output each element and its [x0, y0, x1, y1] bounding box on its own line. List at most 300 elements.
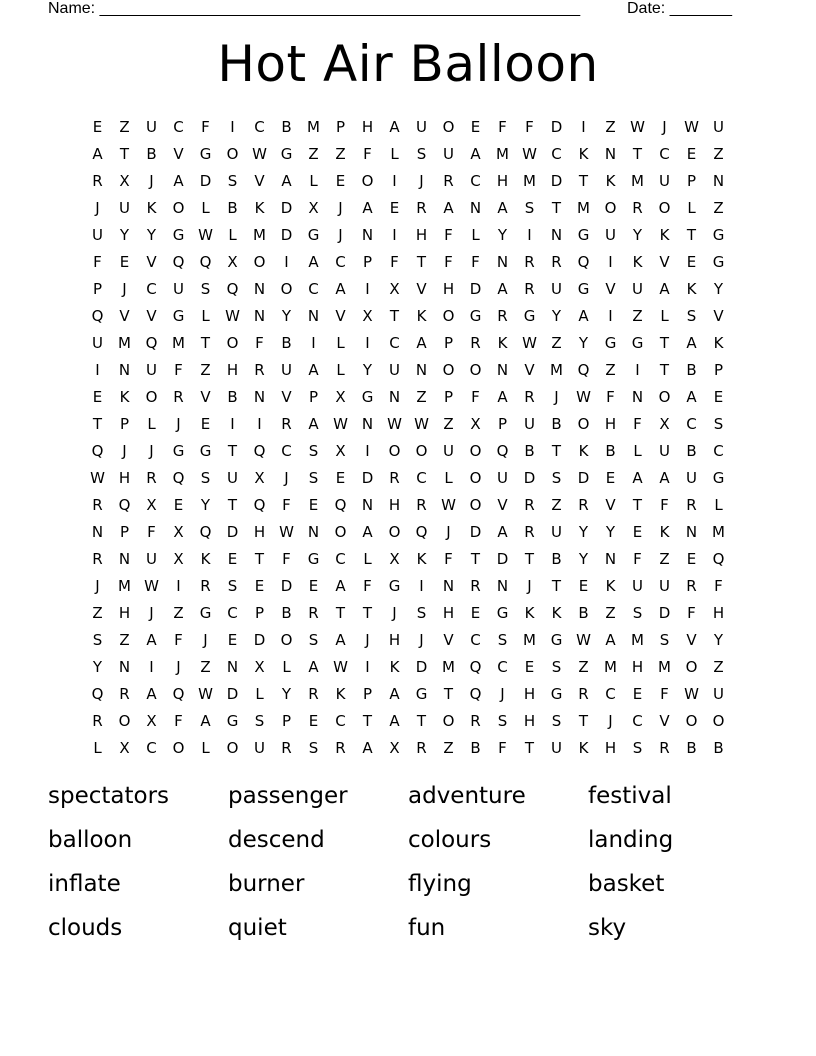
grid-letter: Q — [496, 441, 509, 460]
grid-letter: Q — [577, 360, 590, 379]
grid-letter: D — [469, 279, 482, 298]
grid-letter: E — [308, 711, 319, 730]
grid-letter: T — [389, 306, 400, 325]
grid-letter: B — [281, 603, 292, 622]
grid-letter: K — [659, 225, 670, 244]
grid-letter: B — [551, 414, 562, 433]
grid-letter: B — [281, 333, 292, 352]
grid-letter: W — [252, 144, 267, 163]
grid-letter: J — [149, 441, 154, 460]
grid-letter: H — [604, 414, 617, 433]
grid-letter: J — [203, 630, 208, 649]
grid-letter: T — [416, 252, 427, 271]
grid-letter: R — [146, 468, 157, 487]
grid-letter: L — [147, 414, 156, 433]
grid-letter: E — [92, 387, 103, 406]
grid-letter: G — [307, 225, 320, 244]
grid-letter: O — [334, 522, 347, 541]
grid-letter: K — [713, 333, 724, 352]
grid-letter: F — [174, 711, 183, 730]
grid-letter: A — [335, 576, 346, 595]
grid-letter: G — [496, 603, 509, 622]
grid-letter: X — [335, 387, 346, 406]
grid-letter: V — [605, 279, 616, 298]
grid-letter: Y — [713, 279, 724, 298]
grid-letter: F — [255, 333, 264, 352]
grid-letter: W — [225, 306, 240, 325]
grid-letter: F — [633, 414, 642, 433]
grid-letter: L — [93, 738, 102, 757]
word-list-item: fun — [408, 915, 446, 941]
grid-letter: V — [713, 306, 724, 325]
grid-letter: D — [550, 117, 563, 136]
grid-letter: K — [578, 144, 589, 163]
grid-letter: Z — [551, 495, 562, 514]
grid-letter: R — [470, 576, 481, 595]
grid-letter: S — [659, 630, 670, 649]
grid-letter: H — [118, 468, 131, 487]
grid-letter: V — [173, 144, 184, 163]
grid-letter: N — [496, 360, 509, 379]
grid-letter: U — [146, 360, 157, 379]
grid-letter: O — [280, 279, 293, 298]
grid-letter: O — [172, 738, 185, 757]
grid-letter: Z — [119, 117, 130, 136]
grid-letter: F — [714, 576, 723, 595]
grid-letter: G — [577, 279, 590, 298]
grid-letter: J — [662, 117, 667, 136]
grid-row — [84, 734, 734, 761]
grid-letter: C — [389, 333, 400, 352]
grid-letter: T — [416, 711, 427, 730]
grid-letter: X — [146, 495, 157, 514]
grid-letter: A — [92, 144, 103, 163]
grid-letter: F — [687, 603, 696, 622]
word-list-item: passenger — [228, 783, 348, 809]
grid-letter: G — [469, 306, 482, 325]
grid-letter: W — [144, 576, 159, 595]
grid-letter: E — [227, 549, 238, 568]
grid-letter: O — [469, 495, 482, 514]
grid-letter: O — [226, 738, 239, 757]
grid-letter: S — [308, 441, 319, 460]
grid-letter: L — [201, 198, 210, 217]
grid-letter: B — [605, 441, 616, 460]
grid-letter: R — [578, 684, 589, 703]
grid-letter: Z — [632, 306, 643, 325]
grid-letter: R — [92, 711, 103, 730]
grid-letter: N — [361, 225, 374, 244]
grid-letter: F — [471, 252, 480, 271]
grid-letter: B — [686, 441, 697, 460]
grid-letter: T — [551, 576, 562, 595]
grid-letter: L — [255, 684, 264, 703]
grid-letter: K — [578, 441, 589, 460]
grid-letter: Q — [469, 684, 482, 703]
grid-letter: W — [522, 144, 537, 163]
grid-letter: S — [227, 171, 238, 190]
grid-letter: J — [554, 387, 559, 406]
grid-letter: F — [174, 630, 183, 649]
grid-letter: V — [497, 495, 508, 514]
grid-letter: L — [336, 333, 345, 352]
grid-letter: M — [631, 630, 644, 649]
grid-letter: B — [227, 198, 238, 217]
grid-letter: Q — [712, 549, 725, 568]
grid-letter: U — [713, 684, 724, 703]
grid-letter: U — [551, 522, 562, 541]
grid-letter: E — [605, 468, 616, 487]
grid-letter: Z — [659, 549, 670, 568]
grid-letter: M — [172, 333, 185, 352]
grid-letter: A — [308, 657, 319, 676]
grid-letter: E — [92, 117, 103, 136]
grid-letter: K — [578, 738, 589, 757]
grid-letter: Y — [281, 306, 292, 325]
grid-letter: O — [469, 441, 482, 460]
grid-letter: P — [308, 387, 319, 406]
grid-letter: S — [416, 603, 427, 622]
page-title: Hot Air Balloon — [217, 35, 599, 93]
grid-letter: A — [686, 333, 697, 352]
grid-letter: N — [496, 252, 509, 271]
grid-row — [84, 599, 734, 626]
grid-letter: Z — [443, 414, 454, 433]
grid-letter: S — [686, 306, 697, 325]
grid-letter: M — [118, 576, 131, 595]
grid-letter: X — [389, 549, 400, 568]
grid-letter: A — [389, 711, 400, 730]
grid-letter: W — [387, 414, 402, 433]
grid-letter: A — [605, 630, 616, 649]
grid-letter: J — [95, 198, 100, 217]
grid-row — [84, 302, 734, 329]
grid-letter: N — [118, 657, 131, 676]
grid-letter: R — [119, 684, 130, 703]
grid-letter: R — [173, 387, 184, 406]
grid-letter: S — [308, 630, 319, 649]
grid-letter: Y — [281, 684, 292, 703]
grid-letter: C — [416, 468, 427, 487]
grid-letter: B — [713, 738, 724, 757]
grid-letter: W — [90, 468, 105, 487]
grid-letter: D — [361, 468, 374, 487]
grid-letter: S — [632, 603, 643, 622]
grid-letter: J — [527, 576, 532, 595]
grid-letter: F — [471, 387, 480, 406]
grid-letter: X — [173, 522, 184, 541]
word-list — [48, 774, 768, 950]
grid-letter: Y — [200, 495, 211, 514]
grid-letter: N — [226, 657, 239, 676]
grid-letter: M — [712, 522, 725, 541]
grid-letter: J — [500, 684, 505, 703]
grid-letter: I — [581, 117, 586, 136]
grid-letter: U — [659, 171, 670, 190]
grid-letter: Z — [605, 360, 616, 379]
grid-letter: E — [308, 576, 319, 595]
grid-letter: G — [523, 306, 536, 325]
grid-letter: A — [497, 522, 508, 541]
grid-letter: U — [632, 279, 643, 298]
grid-letter: X — [227, 252, 238, 271]
grid-letter: R — [389, 468, 400, 487]
grid-letter: R — [470, 711, 481, 730]
grid-letter: H — [361, 117, 374, 136]
grid-letter: T — [686, 225, 697, 244]
grid-letter: U — [713, 117, 724, 136]
grid-letter: S — [200, 468, 211, 487]
grid-letter: G — [604, 333, 617, 352]
grid-letter: N — [91, 522, 104, 541]
grid-letter: Z — [551, 333, 562, 352]
grid-letter: B — [470, 738, 481, 757]
grid-letter: S — [551, 657, 562, 676]
grid-letter: A — [362, 738, 373, 757]
grid-letter: R — [443, 171, 454, 190]
grid-letter: Z — [200, 360, 211, 379]
grid-letter: E — [335, 171, 346, 190]
grid-letter: A — [200, 711, 211, 730]
grid-letter: D — [415, 657, 428, 676]
grid-letter: S — [524, 198, 535, 217]
grid-letter: N — [118, 549, 131, 568]
word-list-item: adventure — [408, 783, 526, 809]
grid-letter: N — [307, 522, 320, 541]
grid-letter: Q — [253, 495, 266, 514]
grid-letter: D — [199, 171, 212, 190]
grid-letter: R — [281, 738, 292, 757]
grid-letter: X — [389, 279, 400, 298]
grid-letter: P — [119, 414, 130, 433]
grid-letter: H — [496, 171, 509, 190]
grid-letter: Z — [92, 603, 103, 622]
grid-letter: L — [282, 657, 291, 676]
grid-letter: L — [363, 549, 372, 568]
grid-letter: R — [308, 684, 319, 703]
grid-letter: U — [524, 414, 535, 433]
grid-letter: S — [497, 630, 508, 649]
grid-letter: U — [551, 738, 562, 757]
grid-letter: T — [92, 414, 103, 433]
grid-letter: K — [632, 252, 643, 271]
grid-letter: J — [122, 441, 127, 460]
grid-letter: Z — [578, 657, 589, 676]
grid-letter: N — [496, 576, 509, 595]
grid-letter: Q — [172, 684, 185, 703]
grid-letter: S — [227, 576, 238, 595]
grid-letter: Y — [578, 333, 589, 352]
grid-letter: F — [390, 252, 399, 271]
grid-letter: H — [226, 360, 239, 379]
grid-letter: U — [605, 225, 616, 244]
grid-letter: W — [414, 414, 429, 433]
grid-letter: R — [659, 738, 670, 757]
grid-letter: R — [92, 171, 103, 190]
grid-letter: G — [712, 252, 725, 271]
grid-letter: A — [362, 522, 373, 541]
grid-letter: A — [308, 252, 319, 271]
grid-letter: N — [442, 576, 455, 595]
grid-letter: G — [307, 549, 320, 568]
grid-letter: U — [254, 738, 265, 757]
grid-letter: L — [633, 441, 642, 460]
grid-letter: A — [497, 387, 508, 406]
grid-letter: I — [635, 360, 640, 379]
grid-letter: L — [228, 225, 237, 244]
grid-letter: F — [147, 522, 156, 541]
grid-letter: O — [388, 522, 401, 541]
grid-letter: N — [253, 387, 266, 406]
grid-row — [84, 140, 734, 167]
grid-letter: N — [685, 522, 698, 541]
grid-letter: P — [362, 684, 373, 703]
grid-letter: R — [416, 495, 427, 514]
word-list-item: descend — [228, 827, 325, 853]
grid-letter: A — [173, 171, 184, 190]
grid-letter: F — [93, 252, 102, 271]
grid-letter: N — [415, 360, 428, 379]
grid-letter: R — [254, 360, 265, 379]
grid-letter: S — [713, 414, 724, 433]
grid-letter: K — [605, 576, 616, 595]
grid-letter: E — [524, 657, 535, 676]
grid-letter: S — [92, 630, 103, 649]
grid-letter: O — [172, 198, 185, 217]
grid-letter: U — [146, 549, 157, 568]
grid-letter: Q — [469, 657, 482, 676]
grid-letter: M — [577, 198, 590, 217]
grid-letter: J — [149, 171, 154, 190]
grid-letter: T — [443, 684, 454, 703]
grid-letter: W — [441, 495, 456, 514]
grid-letter: I — [419, 576, 424, 595]
grid-letter: A — [389, 684, 400, 703]
grid-letter: Z — [605, 603, 616, 622]
grid-letter: C — [551, 144, 562, 163]
grid-letter: T — [335, 603, 346, 622]
grid-letter: P — [281, 711, 292, 730]
grid-letter: A — [632, 468, 643, 487]
grid-letter: W — [198, 684, 213, 703]
grid-letter: L — [390, 144, 399, 163]
word-list-item: landing — [588, 827, 674, 853]
grid-letter: A — [146, 630, 157, 649]
grid-letter: X — [335, 441, 346, 460]
grid-letter: Z — [119, 630, 130, 649]
grid-letter: R — [524, 522, 535, 541]
grid-letter: V — [146, 306, 157, 325]
grid-letter: C — [686, 414, 697, 433]
grid-row — [84, 410, 734, 437]
grid-letter: I — [284, 252, 289, 271]
grid-letter: S — [254, 711, 265, 730]
grid-letter: U — [659, 576, 670, 595]
grid-letter: T — [362, 603, 373, 622]
grid-letter: C — [146, 738, 157, 757]
grid-letter: X — [308, 198, 319, 217]
grid-letter: Q — [199, 522, 212, 541]
grid-letter: I — [365, 657, 370, 676]
grid-letter: D — [280, 576, 293, 595]
grid-letter: B — [524, 441, 535, 460]
grid-letter: U — [659, 441, 670, 460]
grid-letter: V — [443, 630, 454, 649]
grid-letter: T — [227, 441, 238, 460]
grid-row — [84, 545, 734, 572]
grid-letter: U — [92, 333, 103, 352]
grid-letter: Y — [578, 522, 589, 541]
grid-letter: I — [257, 414, 262, 433]
grid-letter: H — [388, 495, 401, 514]
grid-letter: W — [333, 414, 348, 433]
grid-letter: V — [686, 630, 697, 649]
grid-letter: M — [523, 171, 536, 190]
grid-letter: B — [146, 144, 157, 163]
grid-letter: I — [527, 225, 532, 244]
grid-letter: N — [361, 495, 374, 514]
grid-letter: K — [416, 549, 427, 568]
grid-letter: O — [442, 360, 455, 379]
word-list-item: sky — [588, 915, 627, 941]
grid-letter: Q — [226, 279, 239, 298]
grid-letter: F — [525, 117, 534, 136]
grid-letter: Y — [362, 360, 373, 379]
grid-letter: Y — [713, 630, 724, 649]
grid-letter: A — [686, 387, 697, 406]
grid-letter: O — [712, 711, 725, 730]
grid-letter: Q — [577, 252, 590, 271]
grid-letter: D — [280, 225, 293, 244]
grid-letter: Y — [92, 657, 103, 676]
grid-letter: B — [578, 603, 589, 622]
grid-letter: F — [174, 360, 183, 379]
grid-letter: F — [444, 252, 453, 271]
grid-letter: S — [308, 738, 319, 757]
grid-letter: P — [362, 252, 373, 271]
grid-letter: K — [389, 657, 400, 676]
grid-letter: A — [362, 198, 373, 217]
grid-letter: H — [523, 684, 536, 703]
grid-letter: Z — [335, 144, 346, 163]
grid-letter: K — [335, 684, 346, 703]
grid-letter: K — [497, 333, 508, 352]
grid-letter: P — [443, 333, 454, 352]
grid-letter: Q — [415, 522, 428, 541]
grid-letter: G — [712, 225, 725, 244]
grid-letter: F — [282, 549, 291, 568]
grid-letter: G — [361, 387, 374, 406]
grid-letter: I — [365, 441, 370, 460]
grid-letter: F — [444, 549, 453, 568]
grid-letter: T — [254, 549, 265, 568]
grid-letter: W — [333, 657, 348, 676]
grid-letter: Q — [334, 495, 347, 514]
grid-letter: P — [443, 387, 454, 406]
grid-letter: T — [362, 711, 373, 730]
word-list-item: festival — [588, 783, 672, 809]
grid-letter: B — [686, 738, 697, 757]
grid-letter: K — [416, 306, 427, 325]
grid-letter: E — [200, 414, 211, 433]
grid-letter: F — [363, 576, 372, 595]
grid-letter: H — [118, 603, 131, 622]
grid-letter: O — [685, 711, 698, 730]
grid-letter: R — [200, 576, 211, 595]
grid-letter: B — [227, 387, 238, 406]
grid-letter: I — [176, 576, 181, 595]
grid-letter: V — [146, 252, 157, 271]
